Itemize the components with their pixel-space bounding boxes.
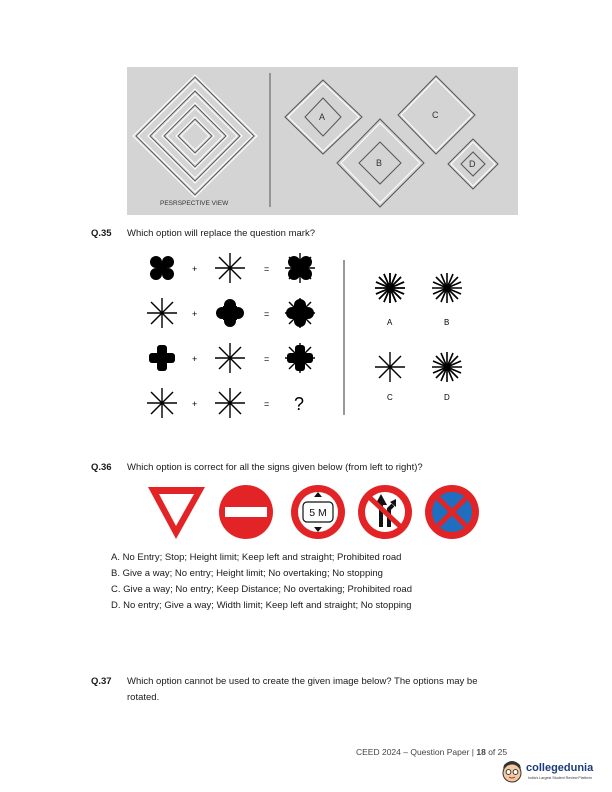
perspective-label: PESRSPECTIVE VIEW: [160, 200, 229, 207]
collegedunia-logo: [498, 758, 608, 788]
q36-option-d: D. No entry; Give a way; Width limit; Keep left and straight; No stopping: [111, 600, 412, 611]
r4-star-1: [147, 388, 177, 418]
r4-question-mark: ?: [294, 394, 305, 414]
sign-no-overtaking: [358, 485, 412, 539]
option-c-label: C: [432, 110, 439, 120]
footer-label: CEED 2024 – Question Paper |: [356, 747, 474, 757]
q37-number: Q.37: [91, 676, 112, 687]
q35-option-b-label: B: [444, 318, 450, 327]
sign-no-entry: [219, 485, 273, 539]
footer-total: of 25: [488, 747, 508, 757]
q35-symbol-grid: [140, 250, 510, 425]
q35-text: Which option will replace the question mark?: [127, 228, 315, 239]
option-a-label: A: [319, 112, 326, 122]
r4-equals: =: [264, 399, 270, 409]
q35-option-d-label: D: [444, 393, 450, 402]
r1-plus: +: [192, 264, 198, 274]
brand-tagline: India's Largest Student Review Platform: [528, 776, 592, 780]
r3-star: [215, 343, 245, 373]
sign-5m: [291, 485, 345, 539]
q36-text: Which option is correct for all the signs given below (from left to right)?: [127, 462, 423, 473]
q35-option-b-symbol: [432, 273, 462, 303]
r1-star: [215, 253, 245, 283]
r2-plus: +: [192, 309, 198, 319]
q37-text-line1: Which option cannot be used to create the given image below? The options may be: [127, 676, 478, 687]
perspective-figure-panel: [127, 67, 518, 215]
option-b-label: B: [376, 158, 383, 168]
r3-plus: +: [192, 354, 198, 364]
r2-star: [147, 298, 177, 328]
q36-option-b: B. Give a way; No entry; Height limit; No overtaking; No stopping: [111, 568, 383, 579]
perspective-diagram: [127, 67, 518, 215]
q37-text-line2: rotated.: [127, 692, 160, 703]
r1-equals: =: [264, 264, 270, 274]
sign-give-way: [148, 487, 205, 539]
q35-option-c-symbol: [375, 352, 405, 382]
q35-number: Q.35: [91, 228, 112, 239]
brand-name: collegedunia: [526, 762, 594, 774]
sign-5m-text: 5 M: [309, 507, 327, 519]
mascot-icon: [498, 758, 526, 786]
r3-plus-shape: [149, 345, 175, 371]
r2-equals: =: [264, 309, 270, 319]
footer-page-number: 18: [476, 747, 486, 757]
r4-plus: +: [192, 399, 198, 409]
q36-option-c: C. Give a way; No entry; Keep Distance; No overtaking; Prohibited road: [111, 584, 412, 595]
q35-option-d-symbol: [432, 352, 462, 382]
r4-star-2: [215, 388, 245, 418]
r2-blob: [216, 299, 244, 327]
r3-equals: =: [264, 354, 270, 364]
sign-no-stopping: [425, 485, 479, 539]
q36-number: Q.36: [91, 462, 112, 473]
q35-option-c-label: C: [387, 393, 393, 402]
r1-clover: [150, 256, 174, 280]
q36-signs: [145, 483, 485, 543]
nested-diamonds: [133, 75, 257, 197]
q35-option-a-label: A: [387, 318, 393, 327]
footer-page-info: [356, 747, 507, 757]
option-d-label: D: [469, 159, 476, 169]
q36-option-a: A. No Entry; Stop; Height limit; Keep left and straight; Prohibited road: [111, 552, 402, 563]
